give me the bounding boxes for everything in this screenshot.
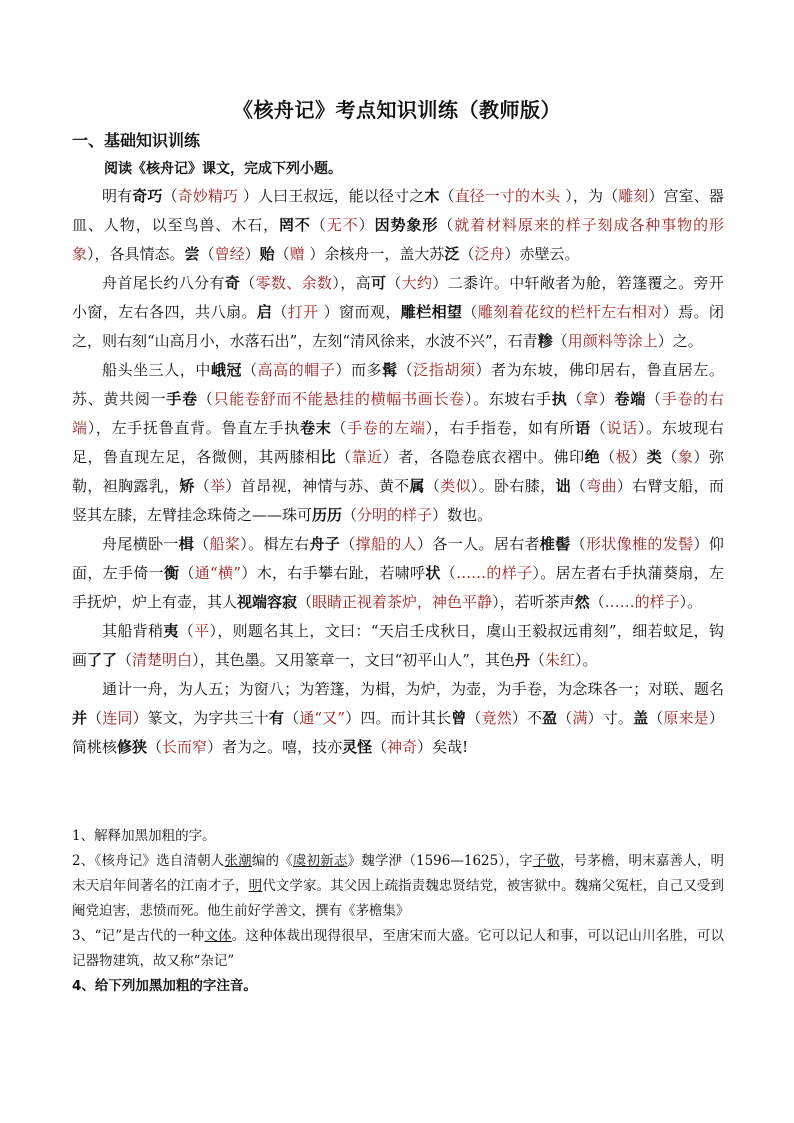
text-run: （ xyxy=(590,419,607,437)
text-run: ）四。而计其长 xyxy=(345,709,452,727)
text-run: 通计一舟，为人五；为窗八；为箬篷，为楫，为炉，为壶，为手卷，为念珠各一；对联、题名 xyxy=(102,680,724,698)
text-run: （ xyxy=(372,738,388,756)
key-term: 灵怪 xyxy=(342,738,373,756)
text-run: （ xyxy=(178,622,195,640)
key-term: 有 xyxy=(268,709,285,727)
text-run: ）而多 xyxy=(335,361,383,379)
underlined-term: 明 xyxy=(248,878,263,894)
text-run: ）者为东坡，佛印居右，鲁直居左。苏、黄共阅一 xyxy=(72,361,724,408)
annotation: 象 xyxy=(677,448,694,466)
text-run: （ xyxy=(459,245,475,263)
text-run: 代文学家。其父因上疏指责魏忠贤结党，被害狱中。魏痛父冤枉，自己又受到阉党迫害，悲愤而死。他生前好学善文，撰有《茅檐集》 xyxy=(72,878,725,919)
question-list xyxy=(72,824,724,999)
text-run: （ xyxy=(117,651,133,669)
text-run: ）。 xyxy=(574,651,598,669)
key-term: 矫 xyxy=(179,477,195,495)
annotation: 雕刻着花纹的栏杆左右相对 xyxy=(477,303,663,321)
key-term: 卷末 xyxy=(300,419,332,437)
key-term: 因势象形 xyxy=(374,216,439,234)
text-run: ）宫室、器皿、人物，以至鸟兽、木石， xyxy=(72,187,724,234)
text-run: ）。东坡右手 xyxy=(464,390,552,408)
question-item xyxy=(72,824,724,849)
key-term: 并 xyxy=(72,709,88,727)
text-run: ）二黍许。中轩敞者为舱，箬篷覆之。旁开小窗，左右各四，共八扇。 xyxy=(72,274,724,321)
text-run: （ xyxy=(529,651,545,669)
text-run: ），右手指卷，如有所 xyxy=(425,419,576,437)
annotation: 通“又” xyxy=(299,709,346,727)
annotation: 用颜料等涂上 xyxy=(567,332,658,350)
text-run: （ xyxy=(552,332,568,350)
text-run: （ xyxy=(439,187,455,205)
key-term: 夷 xyxy=(163,622,179,640)
text-run: ）。楫左右 xyxy=(240,535,310,553)
passage-body xyxy=(72,182,724,762)
text-run: ）。 xyxy=(679,593,703,611)
text-run: （ xyxy=(342,506,358,524)
annotation: 弯曲 xyxy=(586,477,617,495)
page-title: 《核舟记》考点知识训练（教师版） xyxy=(233,98,561,122)
text-run: （ xyxy=(646,390,662,408)
bold-question: 4、给下列加黑加粗的字注音。 xyxy=(72,978,257,994)
text-run: （ xyxy=(462,303,478,321)
text-run: （ xyxy=(589,593,605,611)
text-run: ）各一人。居右者 xyxy=(417,535,540,553)
annotation: 分明的样子 xyxy=(357,506,433,524)
key-term: 尝 xyxy=(184,245,200,263)
text-run: ）木，右手攀右趾，若啸呼 xyxy=(241,564,426,582)
annotation: 零数、余数 xyxy=(255,274,333,292)
key-term: 诎 xyxy=(555,477,571,495)
text-run: ）右臂支船，而竖其左膝，左臂挂念珠倚之——珠可 xyxy=(72,477,724,524)
annotation: ……的样子 xyxy=(456,564,533,582)
text-run: （ xyxy=(567,390,584,408)
key-term: 盈 xyxy=(542,709,558,727)
text-run: （ xyxy=(297,593,313,611)
text-run: ）焉。闭之，则右刻“山高月小，水落石出”，左刻“清风徐来，水波不兴”，石青 xyxy=(72,303,724,350)
passage-paragraph xyxy=(72,269,724,356)
text-run: （ xyxy=(242,361,258,379)
key-term: 然 xyxy=(574,593,590,611)
key-term: 罔不 xyxy=(279,216,311,234)
text-run: ） xyxy=(631,448,647,466)
annotation: 手卷的左端 xyxy=(347,419,426,437)
text-run: （ xyxy=(336,448,352,466)
underlined-term: 文体 xyxy=(204,928,232,944)
annotation: 靠近 xyxy=(351,448,383,466)
text-run: （ xyxy=(424,477,441,495)
text-run: ），其色墨。又用篆章一，文曰“初平山人”，其色 xyxy=(192,651,515,669)
annotation: 眼睛正视着茶炉，神色平静 xyxy=(312,593,493,611)
text-run: 1、解释加黑加粗的字。 xyxy=(72,828,216,844)
question-item xyxy=(72,924,724,974)
key-term: 衡 xyxy=(164,564,180,582)
text-run: 舟首尾长约八分有 xyxy=(102,274,225,292)
passage-paragraph xyxy=(72,182,724,269)
text-run: ），高 xyxy=(332,274,371,292)
underlined-term: 虞初新志 xyxy=(292,853,348,869)
annotation: 平 xyxy=(194,622,210,640)
key-term: 奇巧 xyxy=(132,187,163,205)
annotation: ……的样子 xyxy=(604,593,680,611)
text-run: ）仰面，左手倚一 xyxy=(72,535,724,582)
text-run: 2、《核舟记》选自清朝人 xyxy=(72,853,225,869)
passage-paragraph xyxy=(72,675,724,762)
annotation: 原来是 xyxy=(663,709,709,727)
annotation: 举 xyxy=(210,477,226,495)
key-term: 峨冠 xyxy=(210,361,243,379)
text-run: 编的《 xyxy=(251,853,293,869)
text-run: （ xyxy=(331,419,348,437)
text-run: 》魏学洢（1596—1625），字 xyxy=(347,853,533,869)
text-run: 3、“记”是古代的一种 xyxy=(72,928,205,944)
text-run: （ xyxy=(310,216,327,234)
annotation: 奇妙精巧 xyxy=(177,187,243,205)
key-term: 木 xyxy=(424,187,440,205)
underlined-term: 张潮 xyxy=(224,853,252,869)
text-run: ）赤壁云。 xyxy=(504,245,580,263)
annotation: 拿 xyxy=(583,390,599,408)
annotation: 类似 xyxy=(440,477,471,495)
text-run: 船头坐三人，中 xyxy=(102,361,211,379)
text-run: （ xyxy=(194,477,211,495)
annotation: 满 xyxy=(572,709,588,727)
key-term: 状 xyxy=(425,564,441,582)
text-run: ）数也。 xyxy=(432,506,493,524)
passage-paragraph xyxy=(72,530,724,617)
passage-paragraph xyxy=(72,617,724,675)
text-run: ）。东坡现右足，鲁直现左足，各微侧，其两膝相 xyxy=(72,419,724,466)
key-term: 绝 xyxy=(584,448,601,466)
text-run: ）不 xyxy=(511,709,543,727)
key-term: 比 xyxy=(320,448,337,466)
key-term: 椎髻 xyxy=(539,535,571,553)
key-term: 贻 xyxy=(259,245,275,263)
text-run: （ xyxy=(179,564,195,582)
text-run: ）者，各隐卷底衣褶中。佛印 xyxy=(382,448,585,466)
key-term: 楫 xyxy=(178,535,195,553)
text-run: ）之。 xyxy=(657,332,703,350)
annotation: 说话 xyxy=(606,419,638,437)
key-term: 奇 xyxy=(224,274,241,292)
annotation: 大约 xyxy=(401,274,433,292)
text-run: 。这种体裁出现得很早，至唐宋而大盛。它可以记人和事，可以记山川名胜，可以记器物建筑，故又称“杂记” xyxy=(72,928,724,969)
text-run: ），左手抚鲁直背。鲁直左手执 xyxy=(87,419,300,437)
text-run: ）者为之。嘻，技亦 xyxy=(207,738,343,756)
text-run: （ xyxy=(199,245,215,263)
key-term: 盖 xyxy=(633,709,649,727)
text-run: （ xyxy=(340,535,356,553)
text-run: （ xyxy=(284,709,300,727)
question-item xyxy=(72,974,724,999)
text-run: （ xyxy=(570,477,587,495)
key-term: 手卷 xyxy=(166,390,198,408)
text-run: （ xyxy=(147,738,163,756)
annotation: 雕刻 xyxy=(618,187,649,205)
text-run: ）人曰王叔远，能以径寸之 xyxy=(242,187,425,205)
annotation: 就着材料原来的样子刻成各种事物的形象 xyxy=(72,216,724,263)
annotation: 手卷的右端 xyxy=(72,390,724,437)
annotation: 撑船的人 xyxy=(355,535,418,553)
annotation: 赠 xyxy=(289,245,310,263)
text-run: （ xyxy=(648,709,664,727)
annotation: 形状像椎的发髻 xyxy=(586,535,694,553)
key-term: 雕栏相望 xyxy=(400,303,463,321)
text-run: ）。居左者右手执蒲葵扇，左手抚炉，炉上有壶，其人 xyxy=(72,564,724,611)
annotation: 泛舟 xyxy=(474,245,505,263)
text-run: ）篆文，为字共三十 xyxy=(132,709,269,727)
text-run: （ xyxy=(87,709,103,727)
text-run: ）寸。 xyxy=(587,709,634,727)
text-run: （ xyxy=(274,245,290,263)
text-run: （ xyxy=(397,361,414,379)
annotation: 长而窄 xyxy=(162,738,208,756)
annotation: 连同 xyxy=(102,709,133,727)
key-term: 启 xyxy=(256,303,273,321)
text-run: 舟尾横卧一 xyxy=(102,535,179,553)
key-term: 修狭 xyxy=(117,738,148,756)
text-run: （ xyxy=(438,216,455,234)
annotation: 极 xyxy=(615,448,632,466)
annotation: 只能卷舒而不能悬挂的横幅书画长卷 xyxy=(213,390,465,408)
annotation: 直径一寸的木头 xyxy=(454,187,566,205)
text-run: 其船背稍 xyxy=(102,622,164,640)
annotation: 通“横” xyxy=(194,564,242,582)
text-run: ） xyxy=(358,216,375,234)
text-run: ），则题名其上，文曰：“天启壬戌秋日，虞山王毅叔远甫刻”，细若蚊足，钩画 xyxy=(72,622,724,669)
text-run: ）首昂视，神情与苏、黄不 xyxy=(225,477,410,495)
text-run: ），各具情态。 xyxy=(87,245,185,263)
key-term: 视端容寂 xyxy=(237,593,298,611)
annotation: 竟然 xyxy=(481,709,512,727)
key-term: 丹 xyxy=(514,651,530,669)
text-run: ），为（ xyxy=(565,187,619,205)
text-run: ）窗而观， xyxy=(323,303,401,321)
text-run: （ xyxy=(194,535,210,553)
annotation: 朱红 xyxy=(544,651,575,669)
annotation: 神奇 xyxy=(387,738,418,756)
annotation: 打开 xyxy=(287,303,324,321)
text-run: （ xyxy=(240,274,256,292)
annotation: 船桨 xyxy=(209,535,241,553)
text-run: （ xyxy=(557,709,573,727)
key-term: 糁 xyxy=(537,332,553,350)
key-term: 泛 xyxy=(444,245,460,263)
annotation: 无不 xyxy=(326,216,359,234)
annotation: 曾经 xyxy=(214,245,245,263)
key-term: 髯 xyxy=(382,361,398,379)
key-term: 了了 xyxy=(87,651,118,669)
text-run: ，号茅檐，明末嘉善人，明末天启年间著名的江南才子， xyxy=(72,853,725,894)
key-term: 类 xyxy=(646,448,663,466)
key-term: 卷端 xyxy=(614,390,647,408)
text-run: ）弥勒，袒胸露乳， xyxy=(72,448,724,495)
annotation: 泛指胡须 xyxy=(413,361,476,379)
text-run: （ xyxy=(386,274,402,292)
key-term: 属 xyxy=(409,477,425,495)
text-run: （ xyxy=(466,709,482,727)
text-run: ）。卧右膝， xyxy=(470,477,556,495)
key-term: 舟子 xyxy=(309,535,341,553)
annotation: 清楚明白 xyxy=(132,651,193,669)
instruction-text: 阅读《核舟记》课文，完成下列小题。 xyxy=(104,161,342,177)
text-run: ）余核舟一，盖大苏 xyxy=(309,245,445,263)
text-run: （ xyxy=(162,187,178,205)
text-run: （ xyxy=(600,448,616,466)
key-term: 可 xyxy=(370,274,387,292)
section-heading: 一、基础知识训练 xyxy=(72,131,201,150)
key-term: 执 xyxy=(551,390,568,408)
underlined-term: 子敬 xyxy=(532,853,561,869)
text-run: ），若听茶声 xyxy=(492,593,575,611)
text-run: ） xyxy=(598,390,615,408)
text-run: ）简桃核 xyxy=(72,709,724,756)
key-term: 曾 xyxy=(451,709,467,727)
text-run: ） xyxy=(244,245,260,263)
key-term: 语 xyxy=(575,419,591,437)
text-run: （ xyxy=(662,448,678,466)
text-run: ）矣哉! xyxy=(417,738,469,756)
text-run: （ xyxy=(272,303,288,321)
text-run: （ xyxy=(570,535,586,553)
text-run: 明有 xyxy=(102,187,133,205)
text-run: （ xyxy=(197,390,214,408)
key-term: 历历 xyxy=(312,506,343,524)
annotation: 高高的帽子 xyxy=(257,361,336,379)
question-item xyxy=(72,849,724,924)
text-run: （ xyxy=(440,564,457,582)
passage-paragraph xyxy=(72,356,724,530)
